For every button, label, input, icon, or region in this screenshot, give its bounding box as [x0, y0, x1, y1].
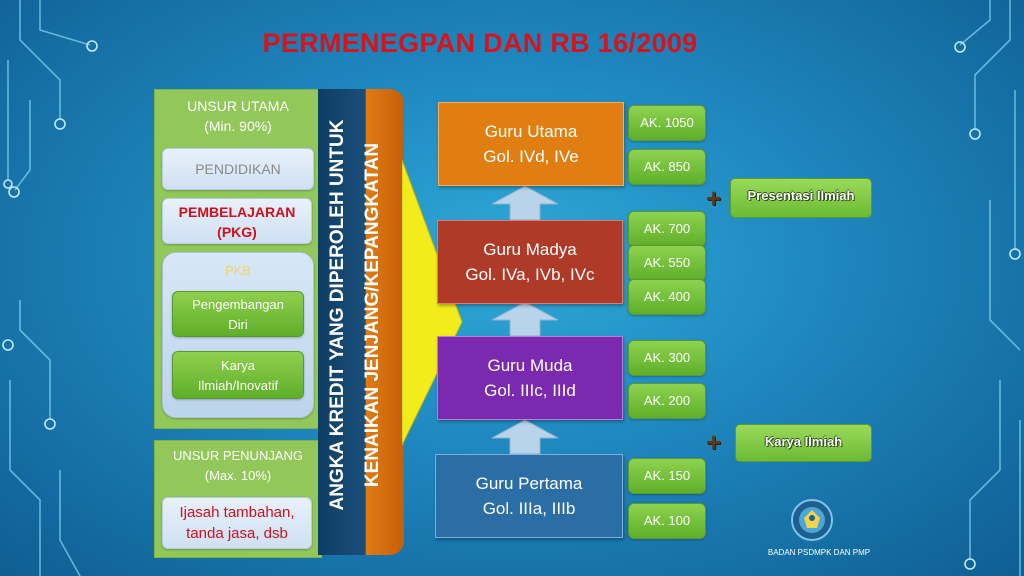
pengembangan-diri-box — [172, 291, 304, 337]
unsur-penunjang-heading: UNSUR PENUNJANG — [172, 448, 303, 463]
ijasah-box — [162, 497, 312, 549]
pkb-box — [162, 252, 314, 418]
level-guru-muda — [437, 336, 623, 420]
unsur-penunjang-panel — [154, 440, 322, 558]
guru-utama-gol: Gol. IVd, IVe — [483, 147, 579, 166]
ak-200-box: AK. 200 — [628, 383, 706, 419]
ak-700-box: AK. 700 — [628, 211, 706, 247]
ijasah-label: Ijasah tambahan, — [179, 504, 295, 521]
ak-850-box: AK. 850 — [628, 149, 706, 185]
ak-550-box: AK. 550 — [628, 245, 706, 281]
pembelajaran-label: PEMBELAJARAN — [178, 204, 296, 220]
karya-label: Karya — [221, 358, 255, 373]
presentasi-ilmiah-box: Presentasi Ilmiah — [730, 178, 872, 218]
ilmiah-inovatif-label: Ilmiah/Inovatif — [197, 378, 279, 393]
unsur-utama-heading: UNSUR UTAMA — [187, 98, 289, 114]
vertical-label-line-1: ANGKA KREDIT YANG DIPEROLEH UNTUK — [327, 119, 348, 511]
karya-ilmiah-inovatif-box — [172, 351, 304, 399]
pembelajaran-box — [162, 198, 312, 244]
ak-1050-box: AK. 1050 — [628, 105, 706, 141]
karya-ilmiah-box: Karya Ilmiah — [735, 424, 872, 462]
plus-icon-presentasi: + — [706, 183, 722, 213]
guru-pertama-gol: Gol. IIIa, IIIb — [482, 499, 576, 518]
page-title: PERMENEGPAN DAN RB 16/2009 — [262, 28, 698, 58]
ak-300-box: AK. 300 — [628, 340, 706, 376]
level-guru-madya — [437, 220, 623, 304]
footer-org-name: BADAN PSDMPK DAN PMP — [767, 548, 871, 557]
pendidikan-label: PENDIDIKAN — [195, 161, 281, 177]
guru-madya-name: Guru Madya — [483, 240, 577, 259]
up-arrow-1 — [490, 184, 560, 220]
unsur-utama-panel — [154, 89, 322, 429]
pkb-label: PKB — [224, 263, 251, 278]
pkg-label: (PKG) — [217, 224, 257, 240]
guru-pertama-name: Guru Pertama — [475, 474, 583, 493]
level-guru-utama — [438, 102, 624, 186]
pengembangan-label: Pengembangan — [192, 297, 284, 312]
guru-utama-name: Guru Utama — [484, 122, 578, 141]
tanda-jasa-label: tanda jasa, dsb — [186, 525, 288, 542]
guru-madya-gol: Gol. IVa, IVb, IVc — [465, 265, 595, 284]
vertical-label-line-2: KENAIKAN JENJANG/KEPANGKATAN — [362, 142, 383, 488]
unsur-utama-subheading: (Min. 90%) — [204, 118, 272, 134]
up-arrow-2 — [490, 300, 560, 336]
tut-wuri-handayani-logo-icon — [790, 498, 834, 542]
ak-400-box: AK. 400 — [628, 279, 706, 315]
level-guru-pertama — [435, 454, 623, 538]
pendidikan-box — [162, 148, 314, 190]
up-arrow-3 — [490, 418, 560, 454]
plus-icon-karya: + — [706, 427, 722, 457]
diri-label: Diri — [228, 317, 248, 332]
guru-muda-name: Guru Muda — [487, 356, 573, 375]
guru-muda-gol: Gol. IIIc, IIId — [484, 381, 576, 400]
ak-150-box: AK. 150 — [628, 458, 706, 494]
angka-kredit-bar — [318, 89, 404, 555]
unsur-penunjang-subheading: (Max. 10%) — [204, 468, 272, 483]
ak-100-box: AK. 100 — [628, 503, 706, 539]
